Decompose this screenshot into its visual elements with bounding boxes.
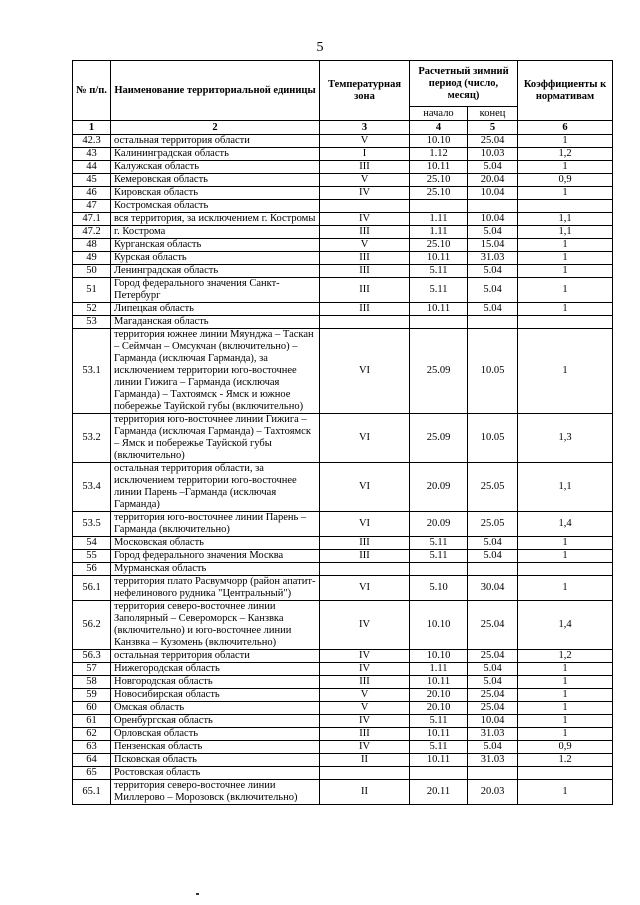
cell-coef <box>518 200 613 213</box>
cell-end: 25.04 <box>468 702 518 715</box>
cell-zone: VI <box>320 414 410 463</box>
cell-end: 25.04 <box>468 135 518 148</box>
cell-start: 20.09 <box>410 463 468 512</box>
cell-zone: IV <box>320 663 410 676</box>
cell-start: 25.10 <box>410 187 468 200</box>
cell-coef: 1 <box>518 676 613 689</box>
table-row <box>73 741 613 754</box>
cell-coef: 1 <box>518 252 613 265</box>
cell-name: Магаданская область <box>111 316 320 329</box>
cell-zone: V <box>320 174 410 187</box>
table-row <box>73 239 613 252</box>
cell-name: территория северо-восточнее линии Заполярный – Североморск – Канзвка (включительно) и юго-восточнее линии Канзвка – Кузомень (включительно) <box>111 601 320 650</box>
table-row <box>73 252 613 265</box>
cell-start: 5.11 <box>410 537 468 550</box>
cell-coef: 1 <box>518 728 613 741</box>
cell-num: 60 <box>73 702 111 715</box>
table-row <box>73 329 613 414</box>
cell-num: 62 <box>73 728 111 741</box>
cell-num: 47.2 <box>73 226 111 239</box>
table-row <box>73 676 613 689</box>
cell-num: 56 <box>73 563 111 576</box>
cell-num: 53.4 <box>73 463 111 512</box>
cell-zone: VI <box>320 463 410 512</box>
cell-num: 65 <box>73 767 111 780</box>
table-row <box>73 702 613 715</box>
column-number: 4 <box>410 121 468 135</box>
cell-end <box>468 316 518 329</box>
cell-coef: 1,3 <box>518 414 613 463</box>
cell-zone: III <box>320 278 410 303</box>
cell-end: 31.03 <box>468 252 518 265</box>
cell-end: 5.04 <box>468 226 518 239</box>
cell-start: 10.11 <box>410 754 468 767</box>
cell-start: 20.11 <box>410 780 468 805</box>
table-row <box>73 135 613 148</box>
table-row <box>73 650 613 663</box>
cell-name: Город федерального значения Москва <box>111 550 320 563</box>
cell-coef: 1 <box>518 537 613 550</box>
cell-num: 54 <box>73 537 111 550</box>
cell-start: 25.10 <box>410 239 468 252</box>
cell-end: 15.04 <box>468 239 518 252</box>
cell-num: 45 <box>73 174 111 187</box>
cell-start: 5.11 <box>410 265 468 278</box>
cell-num: 53.1 <box>73 329 111 414</box>
cell-zone: III <box>320 550 410 563</box>
cell-name: территория северо-восточнее линии Миллерово – Морозовск (включительно) <box>111 780 320 805</box>
cell-name: г. Кострома <box>111 226 320 239</box>
cell-name: Нижегородская область <box>111 663 320 676</box>
cell-end: 5.04 <box>468 550 518 563</box>
column-number: 6 <box>518 121 613 135</box>
cell-num: 55 <box>73 550 111 563</box>
cell-num: 51 <box>73 278 111 303</box>
cell-name: Кемеровская область <box>111 174 320 187</box>
column-number: 2 <box>111 121 320 135</box>
cell-end <box>468 563 518 576</box>
cell-name: Псковская область <box>111 754 320 767</box>
cell-end: 5.04 <box>468 265 518 278</box>
table-row <box>73 601 613 650</box>
cell-name: остальная территория области <box>111 135 320 148</box>
table-row <box>73 213 613 226</box>
table-row <box>73 265 613 278</box>
cell-num: 65.1 <box>73 780 111 805</box>
cell-end: 5.04 <box>468 303 518 316</box>
cell-zone: III <box>320 226 410 239</box>
cell-start <box>410 563 468 576</box>
cell-start: 25.09 <box>410 414 468 463</box>
column-number: 5 <box>468 121 518 135</box>
cell-zone: II <box>320 780 410 805</box>
cell-end: 25.04 <box>468 650 518 663</box>
cell-zone: III <box>320 303 410 316</box>
cell-num: 50 <box>73 265 111 278</box>
cell-start: 10.10 <box>410 601 468 650</box>
cell-coef: 1 <box>518 135 613 148</box>
cell-end: 5.04 <box>468 161 518 174</box>
cell-coef: 0,9 <box>518 174 613 187</box>
cell-coef: 1 <box>518 303 613 316</box>
cell-start: 5.11 <box>410 715 468 728</box>
cell-coef: 1 <box>518 702 613 715</box>
header-coef: Коэффициенты к нормативам <box>518 61 613 121</box>
table-row <box>73 303 613 316</box>
cell-zone: V <box>320 689 410 702</box>
cell-coef: 1 <box>518 239 613 252</box>
cell-coef: 1 <box>518 689 613 702</box>
cell-zone: III <box>320 728 410 741</box>
cell-num: 57 <box>73 663 111 676</box>
cell-end: 31.03 <box>468 754 518 767</box>
cell-zone: IV <box>320 650 410 663</box>
table-row <box>73 226 613 239</box>
header-period: Расчетный зимний период (число, месяц) <box>410 61 518 107</box>
cell-num: 53.5 <box>73 512 111 537</box>
cell-end: 20.04 <box>468 174 518 187</box>
cell-coef <box>518 767 613 780</box>
cell-end: 10.05 <box>468 414 518 463</box>
table-row <box>73 200 613 213</box>
cell-name: территория плато Расвумчорр (район апатит-нефелинового рудника "Центральный") <box>111 576 320 601</box>
table-row <box>73 715 613 728</box>
cell-num: 44 <box>73 161 111 174</box>
cell-name: Город федерального значения Санкт-Петербург <box>111 278 320 303</box>
cell-start: 20.09 <box>410 512 468 537</box>
cell-start: 10.11 <box>410 161 468 174</box>
cell-name: Ростовская область <box>111 767 320 780</box>
cell-zone <box>320 316 410 329</box>
cell-num: 56.3 <box>73 650 111 663</box>
cell-end: 25.04 <box>468 689 518 702</box>
cell-coef: 1 <box>518 550 613 563</box>
cell-coef: 1 <box>518 187 613 200</box>
cell-zone: IV <box>320 741 410 754</box>
header-end: конец <box>468 107 518 121</box>
table-row <box>73 512 613 537</box>
cell-name: Курганская область <box>111 239 320 252</box>
page-number: 5 <box>316 40 324 55</box>
cell-name: Липецкая область <box>111 303 320 316</box>
cell-end: 25.04 <box>468 601 518 650</box>
cell-num: 56.1 <box>73 576 111 601</box>
cell-zone: III <box>320 265 410 278</box>
cell-coef: 1,4 <box>518 512 613 537</box>
cell-num: 43 <box>73 148 111 161</box>
cell-start <box>410 200 468 213</box>
cell-end: 10.04 <box>468 213 518 226</box>
cell-start: 5.11 <box>410 278 468 303</box>
cell-end: 5.04 <box>468 278 518 303</box>
cell-name: Мурманская область <box>111 563 320 576</box>
cell-zone: IV <box>320 715 410 728</box>
cell-name: Новгородская область <box>111 676 320 689</box>
cell-end: 30.04 <box>468 576 518 601</box>
cell-coef: 1 <box>518 329 613 414</box>
cell-coef <box>518 563 613 576</box>
cell-num: 52 <box>73 303 111 316</box>
table-body <box>73 135 613 805</box>
cell-zone <box>320 563 410 576</box>
cell-start: 10.11 <box>410 676 468 689</box>
cell-num: 53.2 <box>73 414 111 463</box>
cell-coef: 1 <box>518 278 613 303</box>
cell-start: 10.11 <box>410 728 468 741</box>
cell-start: 1.12 <box>410 148 468 161</box>
cell-zone: II <box>320 754 410 767</box>
cell-zone: V <box>320 135 410 148</box>
cell-end: 25.05 <box>468 512 518 537</box>
cell-num: 47.1 <box>73 213 111 226</box>
cell-name: Новосибирская область <box>111 689 320 702</box>
cell-name: Кировская область <box>111 187 320 200</box>
cell-zone: VI <box>320 576 410 601</box>
column-number: 3 <box>320 121 410 135</box>
cell-start <box>410 767 468 780</box>
cell-end: 5.04 <box>468 663 518 676</box>
cell-zone: III <box>320 161 410 174</box>
cell-coef: 1 <box>518 715 613 728</box>
scan-mark <box>196 893 199 895</box>
cell-zone: VI <box>320 329 410 414</box>
cell-start <box>410 316 468 329</box>
cell-zone: III <box>320 252 410 265</box>
cell-name: вся территория, за исключением г. Костромы <box>111 213 320 226</box>
territory-table <box>72 60 613 805</box>
table-row <box>73 689 613 702</box>
cell-end <box>468 767 518 780</box>
cell-start: 10.11 <box>410 252 468 265</box>
cell-coef: 1,1 <box>518 226 613 239</box>
cell-coef <box>518 316 613 329</box>
cell-coef: 1.2 <box>518 754 613 767</box>
cell-zone: III <box>320 676 410 689</box>
cell-num: 46 <box>73 187 111 200</box>
cell-name: Оренбургская область <box>111 715 320 728</box>
table-row <box>73 148 613 161</box>
cell-coef: 1 <box>518 780 613 805</box>
cell-zone: IV <box>320 213 410 226</box>
table-row <box>73 537 613 550</box>
cell-start: 10.10 <box>410 135 468 148</box>
cell-zone <box>320 200 410 213</box>
cell-zone: I <box>320 148 410 161</box>
cell-start: 1.11 <box>410 213 468 226</box>
cell-end: 5.04 <box>468 741 518 754</box>
table-row <box>73 663 613 676</box>
cell-coef: 1,2 <box>518 650 613 663</box>
table-row <box>73 278 613 303</box>
header-start: начало <box>410 107 468 121</box>
cell-start: 20.10 <box>410 689 468 702</box>
cell-zone: V <box>320 239 410 252</box>
cell-name: Московская область <box>111 537 320 550</box>
cell-zone: III <box>320 537 410 550</box>
cell-num: 47 <box>73 200 111 213</box>
cell-start: 5.11 <box>410 550 468 563</box>
cell-name: территория юго-восточнее линии Гижига – Гарманда (исключая Гарманда) – Тахтоямск – Ямск и побережье Тауйской губы (включительно) <box>111 414 320 463</box>
cell-name: Пензенская область <box>111 741 320 754</box>
cell-zone: IV <box>320 187 410 200</box>
cell-start: 25.09 <box>410 329 468 414</box>
table-row <box>73 316 613 329</box>
cell-num: 59 <box>73 689 111 702</box>
cell-end: 20.03 <box>468 780 518 805</box>
cell-name: Костромская область <box>111 200 320 213</box>
table-row <box>73 780 613 805</box>
table-row <box>73 161 613 174</box>
cell-end: 31.03 <box>468 728 518 741</box>
cell-zone <box>320 767 410 780</box>
cell-name: Курская область <box>111 252 320 265</box>
cell-name: Орловская область <box>111 728 320 741</box>
table-row <box>73 728 613 741</box>
cell-end: 10.04 <box>468 187 518 200</box>
cell-start: 20.10 <box>410 702 468 715</box>
cell-start: 10.10 <box>410 650 468 663</box>
cell-start: 10.11 <box>410 303 468 316</box>
cell-name: Калужская область <box>111 161 320 174</box>
table-row <box>73 414 613 463</box>
cell-name: территория юго-восточнее линии Парень – Гарманда (включительно) <box>111 512 320 537</box>
cell-coef: 1,1 <box>518 213 613 226</box>
column-numbers-row <box>73 121 613 135</box>
cell-num: 56.2 <box>73 601 111 650</box>
cell-num: 42.3 <box>73 135 111 148</box>
cell-end: 25.05 <box>468 463 518 512</box>
cell-end: 5.04 <box>468 537 518 550</box>
cell-num: 49 <box>73 252 111 265</box>
cell-name: остальная территория области <box>111 650 320 663</box>
cell-num: 58 <box>73 676 111 689</box>
cell-start: 1.11 <box>410 226 468 239</box>
cell-name: Омская область <box>111 702 320 715</box>
header-num: № п/п. <box>73 61 111 121</box>
cell-name: остальная территория области, за исключением территории юго-восточнее линии Парень –Гарманда (исключая Гарманда) <box>111 463 320 512</box>
table-row <box>73 174 613 187</box>
header-zone: Температурная зона <box>320 61 410 121</box>
cell-name: территория южнее линии Мяунджа – Таскан – Сеймчан – Омсукчан (включительно) – Гарманда (исключая Гарманда), за исключением территории юго-восточнее линии Гижига – Гарманда (исключая Гарманда) – Тахтоямск - Ямск и южное побережье Тауйской губы (включительно) <box>111 329 320 414</box>
table-row <box>73 767 613 780</box>
cell-num: 64 <box>73 754 111 767</box>
cell-end: 5.04 <box>468 676 518 689</box>
cell-name: Ленинградская область <box>111 265 320 278</box>
cell-coef: 0,9 <box>518 741 613 754</box>
cell-num: 48 <box>73 239 111 252</box>
header-name: Наименование территориальной единицы <box>111 61 320 121</box>
cell-num: 61 <box>73 715 111 728</box>
cell-start: 1.11 <box>410 663 468 676</box>
table-row <box>73 576 613 601</box>
cell-zone: IV <box>320 601 410 650</box>
table-row <box>73 463 613 512</box>
cell-coef: 1,4 <box>518 601 613 650</box>
cell-coef: 1 <box>518 161 613 174</box>
table-row <box>73 563 613 576</box>
cell-coef: 1,2 <box>518 148 613 161</box>
column-number: 1 <box>73 121 111 135</box>
cell-num: 53 <box>73 316 111 329</box>
cell-coef: 1,1 <box>518 463 613 512</box>
cell-num: 63 <box>73 741 111 754</box>
table-row <box>73 187 613 200</box>
cell-end: 10.05 <box>468 329 518 414</box>
cell-start: 5.10 <box>410 576 468 601</box>
cell-coef: 1 <box>518 265 613 278</box>
cell-end: 10.03 <box>468 148 518 161</box>
cell-end: 10.04 <box>468 715 518 728</box>
cell-name: Калининградская область <box>111 148 320 161</box>
cell-zone: V <box>320 702 410 715</box>
cell-coef: 1 <box>518 576 613 601</box>
cell-start: 5.11 <box>410 741 468 754</box>
table-row <box>73 754 613 767</box>
cell-coef: 1 <box>518 663 613 676</box>
cell-zone: VI <box>320 512 410 537</box>
cell-start: 25.10 <box>410 174 468 187</box>
table-row <box>73 550 613 563</box>
cell-end <box>468 200 518 213</box>
